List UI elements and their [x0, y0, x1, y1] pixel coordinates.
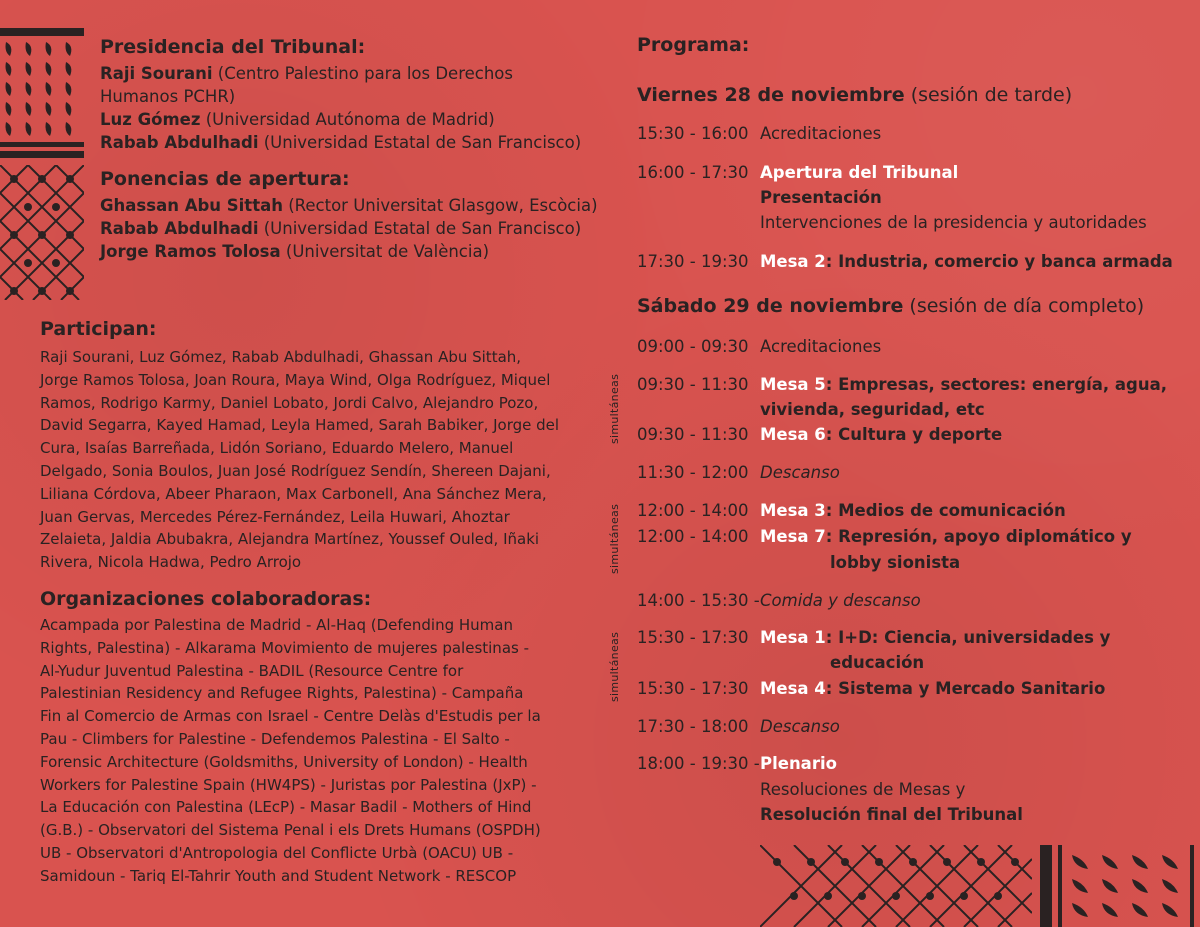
organizacion-line: La Educación con Palestina (LEcP) - Masar Badil - Mothers of Hind [40, 798, 532, 817]
ponencias-title: Ponencias de apertura: [100, 168, 350, 190]
schedule-row: 09:30 - 11:30 Mesa 5: Empresas, sectores: energía, agua, [637, 375, 1168, 394]
simultaneas-label: simultáneas [608, 373, 621, 444]
schedule-sub: vivienda, seguridad, etc [760, 400, 985, 419]
schedule-sub: lobby sionista [830, 553, 961, 572]
schedule-row: 18:00 - 19:30 - Plenario [637, 754, 837, 773]
organizacion-line: Rights, Palestina) - Alkarama Movimiento de mujeres palestinas - [40, 638, 530, 657]
participan-line: David Segarra, Kayed Hamad, Leyla Hamed, Sarah Babiker, Jorge del [40, 416, 560, 435]
schedule-row: 16:00 - 17:30 Apertura del Tribunal [637, 163, 959, 182]
schedule-row: 09:00 - 09:30 Acreditaciones [637, 337, 882, 356]
participan-line: Delgado, Sonia Boulos, Juan José Rodríguez Sendín, Shereen Dajani, [40, 461, 551, 480]
ponencia-member: Jorge Ramos Tolosa (Universitat de València) [100, 242, 490, 261]
organizacion-line: Forensic Architecture (Goldsmiths, University of London) - Health [40, 752, 528, 771]
participan-section [40, 318, 585, 574]
participan-line: Rivera, Nicola Hadwa, Pedro Arrojo [40, 553, 302, 572]
participan-line: Jorge Ramos Tolosa, Joan Roura, Maya Wind, Olga Rodríguez, Miquel [40, 370, 551, 389]
schedule-row: 09:30 - 11:30 Mesa 6: Cultura y deporte [637, 425, 1003, 444]
organizacion-line: Fin al Comercio de Armas con Israel - Centre Delàs d'Estudis per la [40, 707, 541, 726]
organizaciones-section [40, 588, 585, 888]
kufiya-net-pattern-bottom [760, 845, 1032, 927]
ponencia-member: Rabab Abdulhadi (Universidad Estatal de San Francisco) [100, 219, 582, 238]
organizacion-line: Samidoun - Tariq El-Tahrir Youth and Student Network - RESCOP [40, 866, 517, 885]
kufiya-pattern-bottom-right [1040, 845, 1200, 927]
presidencia-member: Luz Gómez (Universidad Autónoma de Madrid) [100, 110, 495, 129]
schedule-sub: Intervenciones de la presidencia y autoridades [760, 213, 1147, 232]
schedule-row: 11:30 - 12:00 Descanso [637, 463, 840, 482]
presidencia-member: Raji Sourani (Centro Palestino para los Derechos [100, 64, 513, 83]
participan-line: Raji Sourani, Luz Gómez, Rabab Abdulhadi, Ghassan Abu Sittah, [40, 348, 522, 366]
schedule-row: 15:30 - 16:00 Acreditaciones [637, 124, 882, 143]
schedule-sub: Resoluciones de Mesas y [760, 780, 966, 799]
schedule-row: 12:00 - 14:00 Mesa 7: Represión, apoyo diplomático y [637, 527, 1132, 546]
participan-line: Juan Gervas, Mercedes Pérez-Fernández, Leila Huwari, Ahoztar [40, 507, 510, 526]
kufiya-pattern-top-left [0, 28, 84, 158]
schedule-sub: Presentación [760, 188, 882, 207]
organizacion-line: Workers for Palestine Spain (HW4PS) - Juristas por Palestina (JxP) - [40, 775, 537, 794]
participan-title: Participan: [40, 318, 157, 340]
participan-line: Liliana Córdova, Abeer Pharaon, Max Carbonell, Ana Sánchez Mera, [40, 484, 547, 503]
organizacion-line: Palestinian Residency and Refugee Rights, Palestina) - Campaña [40, 684, 524, 703]
schedule-row: 12:00 - 14:00 Mesa 3: Medios de comunicación [637, 501, 1066, 520]
organizacion-line: (G.B.) - Observatori del Sistema Penal i els Drets Humans (OSPDH) [40, 821, 541, 840]
schedule-row: 15:30 - 17:30 Mesa 4: Sistema y Mercado Sanitario [637, 679, 1106, 698]
participan-line: Zelaieta, Jaldia Abubakra, Alejandra Martínez, Youssef Ouled, Iñaki [40, 530, 540, 549]
programa-title: Programa: [637, 34, 750, 56]
kufiya-net-pattern-left [0, 165, 84, 300]
organizacion-line: UB - Observatori d'Antropologia del Conflicte Urbà (OACU) UB - [40, 843, 514, 862]
participan-line: Ramos, Rodrigo Karmy, Daniel Lobato, Jordi Calvo, Alejandro Pozo, [40, 393, 539, 412]
left-top-section [100, 36, 600, 263]
schedule-row: 14:00 - 15:30 - Comida y descanso [637, 591, 921, 610]
presidencia-member-aff-cont: Humanos PCHR) [100, 87, 236, 106]
day-friday: Viernes 28 de noviembre (sesión de tarde) [637, 84, 1073, 106]
schedule-row: 17:30 - 19:30 Mesa 2: Industria, comercio y banca armada [637, 252, 1173, 271]
schedule-sub: Resolución final del Tribunal [760, 805, 1023, 824]
organizacion-line: Acampada por Palestina de Madrid - Al-Haq (Defending Human [40, 616, 513, 634]
ponencia-member: Ghassan Abu Sittah (Rector Universitat Glasgow, Escòcia) [100, 196, 598, 215]
participan-line: Cura, Isaías Barreñada, Lidón Soriano, Eduardo Melero, Manuel [40, 439, 514, 458]
day-saturday: Sábado 29 de noviembre (sesión de día completo) [637, 295, 1145, 317]
simultaneas-label: simultáneas [608, 631, 621, 702]
presidencia-member: Rabab Abdulhadi (Universidad Estatal de San Francisco) [100, 133, 582, 152]
organizacion-line: Al-Yudur Juventud Palestina - BADIL (Resource Centre for [40, 661, 464, 680]
presidencia-title: Presidencia del Tribunal: [100, 36, 366, 58]
organizacion-line: Pau - Climbers for Palestine - Defendemos Palestina - El Salto - [40, 729, 510, 748]
schedule-row: 15:30 - 17:30 Mesa 1: I+D: Ciencia, universidades y [637, 628, 1111, 647]
schedule-sub: educación [830, 653, 925, 672]
organizaciones-title: Organizaciones colaboradoras: [40, 588, 372, 610]
simultaneas-label: simultáneas [608, 503, 621, 574]
schedule-row: 17:30 - 18:00 Descanso [637, 717, 840, 736]
